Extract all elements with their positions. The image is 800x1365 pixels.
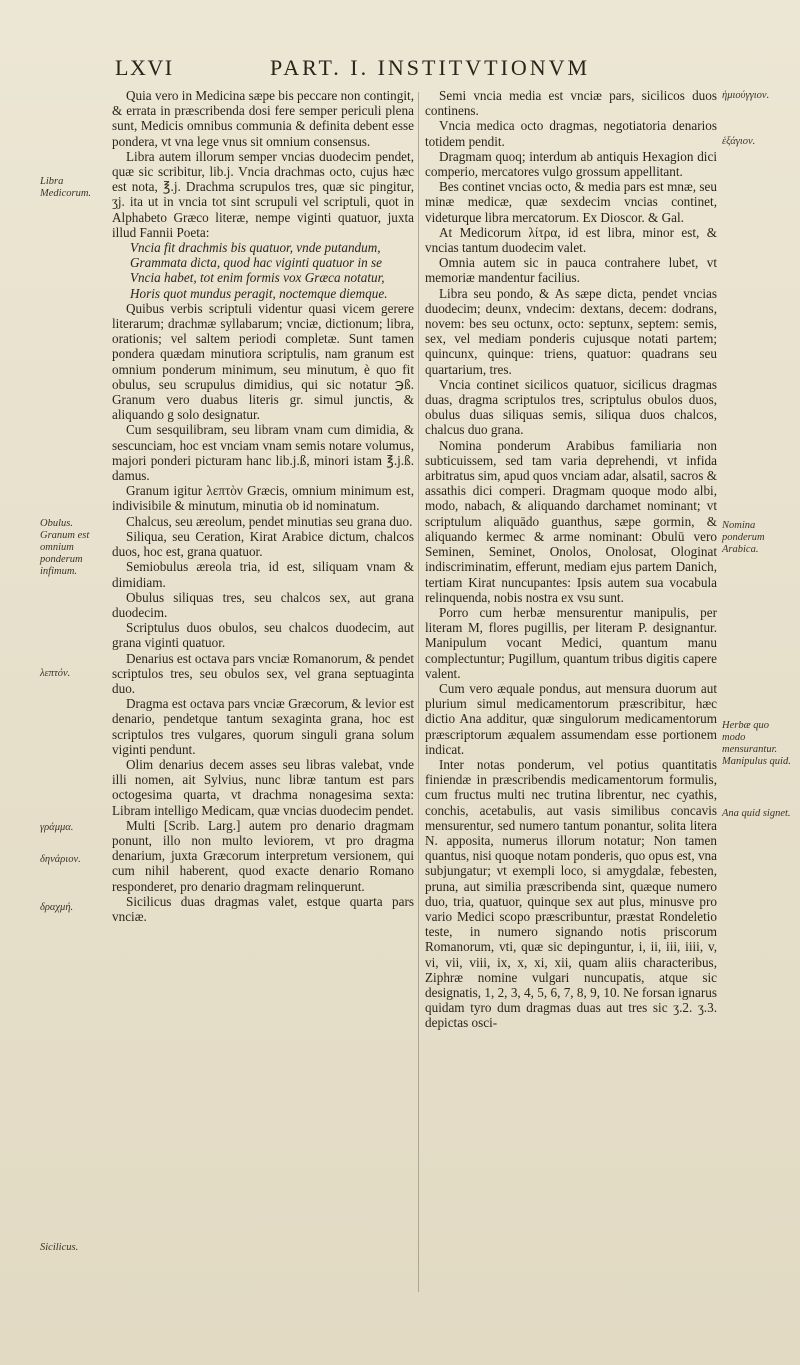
verse-line: Horis quot mundus peragit, noctemque diemque. [130, 285, 388, 301]
paragraph: Siliqua, seu Ceration, Kirat Arabice dictum, chalcos duos, hoc est, grana quatuor. [112, 528, 414, 560]
paragraph: Vncia continet sicilicos quatuor, sicilicus dragmas duas, dragma scriptulos tres, scriptulus obulos duos, obulus duas siliquas semis, siliqua duos chalcos, chalcus duo grana. [425, 376, 717, 438]
paragraph: Chalcus, seu æreolum, pendet minutias seu grana duo. [126, 513, 413, 529]
verse-line: Vncia habet, tot enim formis vox Græca notatur, [130, 270, 385, 286]
paragraph: Semiobulus æreola tria, id est, siliquam vnam & dimidiam. [112, 559, 414, 590]
paragraph: Sicilicus duas dragmas valet, estque quarta pars vnciæ. [112, 893, 414, 924]
paragraph: Inter notas ponderum, vel potius quantitatis finiendæ in præscribendis medicamentorum formulis, cum fructus multi nec trutina librentur, nec cyathis, conchis, acetabulis, aut vasis similibus concavis mensurentur, sed numero tantum ponantur, solita litera N. apposita, numerus illorum notatur; Non tamen quantus, nisi quoque notam ponderis, quo opus est, vna subjungatur; vt exempli loco, si amygdalæ, febesten, pruna, aut similia præscribenda sint, quæque numero duo, tria, quatuor, quinque sex aut plus, minusve pro vario Medici scopo præscribuntur, præstat Rondeletio teste, in numero signando notis priscorum Romanorum, vti, quæ sic depinguntur, i, ii, iii, iiii, v, vi, vii, viii, ix, x, xi, xii, quam aliis characteribus, Ziphræ nomine vulgari nuncupatis, atque sic designatis, 1, 2, 3, 4, 5, 6, 7, 8, 9, 10. Ne forsan ignarus quidam tyro dum dragmas duas aut tres sic ʒ.2. ʒ.3. depictas osci- [425, 756, 717, 1031]
left-column [112, 88, 414, 924]
paragraph: Vncia medica octo dragmas, negotiatoria denarios totidem pendit. [425, 118, 717, 149]
paragraph: Libra autem illorum semper vncias duodecim pendet, quæ sic scribitur, lib.j. Vncia drachmas octo, cujus hæc est nota, ℥.j. Drachma scrupulos tres, quæ sic pingitur, ʒj. ita ut in vncia tot sint scrupuli vel scriptuli, quot in Alphabeto Græco literæ, nempe viginti quatuor, juxta illud Fannii Poeta: [112, 148, 414, 240]
paragraph: Quibus verbis scriptuli videntur quasi vicem gerere literarum; drachmæ syllabarum; vnciæ, dictionum; libra, orationis; vel saltem periodi completæ. Sunt tamen pondera quædam minutiora scriptulis, nam granum est omnium ponderum minimum, seu minutum, è quo fit obulus, seu scrupulus dimidius, qui sic notatur ℈ß. Granum vero duabus literis gr. simul junctis, & aliquando g solo designatur. [112, 300, 414, 423]
page-number: LXVI [115, 55, 174, 80]
paragraph: Dragma est octava pars vnciæ Græcorum, & levior est denario, pendetque tantum sexaginta grana, hoc est scriptulos tres vulgares, quorum singuli grana solum viginti pendunt. [112, 696, 414, 757]
verse-line: Grammata dicta, quod hac viginti quatuor in se [130, 255, 383, 271]
margin-note-hemiouggion: ἡμιούγγιον. [722, 90, 770, 101]
paragraph: Libra seu pondo, & As sæpe dicta, pendet vncias duodecim; deunx, vndecim: dextans, decem: dodrans, novem: bes seu octunx, octo: septunx, septem: semis, sex, vel mediam ponderis cujusque notati partem; quincunx, quinque: triens, quatuor: quadrans seu quartarium, tres. [425, 285, 717, 377]
margin-note-drachme: δραχμή. [40, 902, 74, 913]
margin-note-libra: Libra Medicorum. [40, 176, 92, 199]
paragraph: Bes continet vncias octo, & media pars est mnæ, seu minæ medicæ, quæ sexdecim vncias continet, videturque libra mercatorum. Ex Dioscor. & Gal. [425, 179, 717, 225]
paragraph: Multi [Scrib. Larg.] autem pro denario dragmam ponunt, illo non multo leviorem, vt pro dragma denarium, juxta Græcorum interpretum versionem, qui cum nihil haberent, quod exacte denario Romano responderet, pro denario dragmam relinquerunt. [112, 817, 414, 894]
running-title: PART. I. INSTITVTIONVM [270, 55, 591, 80]
paragraph: Scriptulus duos obulos, seu chalcos duodecim, aut grana viginti quatuor. [112, 620, 414, 651]
margin-note-ana: Ana quid signet. [722, 808, 791, 819]
paragraph: At Medicorum λίτρα, id est libra, minor est, & vncias tantum duodecim valet. [425, 224, 717, 256]
right-column [425, 88, 717, 1031]
paragraph: Semi vncia media est vnciæ pars, sicilicos duos continens. [425, 88, 717, 119]
margin-note-obulus: Obulus. Granum est omnium ponderum infimum. [40, 518, 90, 577]
paragraph: Nomina ponderum Arabibus familiaria non subticuissem, sed tam varia deprehendi, vt infida arbitratus sim, apud quos vnciam adar, alsatil, sacros & assathis dici comperi. Dragmam quoque modo albi, modo, nabach, & aliquando darchamet nominant; vt scriptulum aliquādo guanthus, sæpe gormin, & aliquando kermec & arme nominant: Obulū vero Seminen, Seminet, Onolos, Onolosat, Ologinat indiscriminatim, efferunt, mediam ejus partem Danich, tertiam Kirat nuncupantes: Ipsis autem sua vocabula relinquenda, nobis nostra ex vsu sunt. [425, 437, 717, 605]
page-header [115, 55, 760, 85]
margin-note-herba: Herbæ quo modo mensurantur. Manipulus quid. [722, 720, 791, 767]
margin-note-sicilicus: Sicilicus. [40, 1242, 79, 1253]
paragraph: Granum igitur λεπτὸν Græcis, omnium minimum est, indivisibile & minutum, minutia ob id nominatum. [112, 483, 414, 514]
column-divider [418, 92, 419, 1292]
paragraph: Cum vero æquale pondus, aut mensura duorum aut plurium simul medicamentorum præscribitur, hæc dictio Ana additur, quæ singulorum medicamentorum præscriptorum æqualem assumendam esse portionem indicat. [425, 680, 717, 757]
paragraph: Dragmam quoq; interdum ab antiquis Hexagion dici comperio, mercatores vulgo grossum appellitant. [425, 148, 717, 180]
paragraph: Obulus siliquas tres, seu chalcos sex, aut grana duodecim. [112, 589, 414, 620]
margin-note-gramma: γράμμα. [40, 822, 74, 833]
paragraph: Cum sesquilibram, seu libram vnam cum dimidia, & sescunciam, hoc est vnciam vnam semis notare volumus, majori ponderi picturam hanc lib.j.ß, minori istam ℥.j.ß. damus. [112, 422, 414, 484]
margin-note-hexagion: ἑξάγιον. [722, 136, 756, 147]
margin-note-nomina: Nomina ponderum Arabica. [722, 520, 765, 555]
paragraph: Denarius est octava pars vnciæ Romanorum, & pendet scriptulos tres, seu obulos sex, vel grana septuaginta duo. [112, 650, 414, 696]
paragraph: Quia vero in Medicina sæpe bis peccare non contingit, & errata in præscribenda dosi fere semper periculi plena sunt, Medicis omnibus communia & definita debent esse pondera, vt vna lege vnus sit omnium consensus. [112, 88, 414, 149]
paragraph: Olim denarius decem asses seu libras valebat, vnde illi nomen, ait Sylvius, nunc libræ tantum est pars octogesima quarta, vt drachma nonagesima sexta: Libram intelligo Medicam, quæ vncias duodecim pendet. [112, 756, 414, 818]
verse-line: Vncia fit drachmis bis quatuor, vnde putandum, [130, 240, 381, 256]
paragraph: Omnia autem sic in pauca contrahere lubet, vt memoriæ mandentur facilius. [425, 255, 717, 286]
margin-note-lepton: λεπτόν. [40, 668, 71, 679]
paragraph: Porro cum herbæ mensurentur manipulis, per literam M, flores pugillis, per literam P. designantur. Manipulum vocant Medici, quantum manu complectuntur; Pugillum, quantum tribus digitis capere valent. [425, 604, 717, 681]
margin-note-denarion: δηνάριον. [40, 854, 81, 865]
